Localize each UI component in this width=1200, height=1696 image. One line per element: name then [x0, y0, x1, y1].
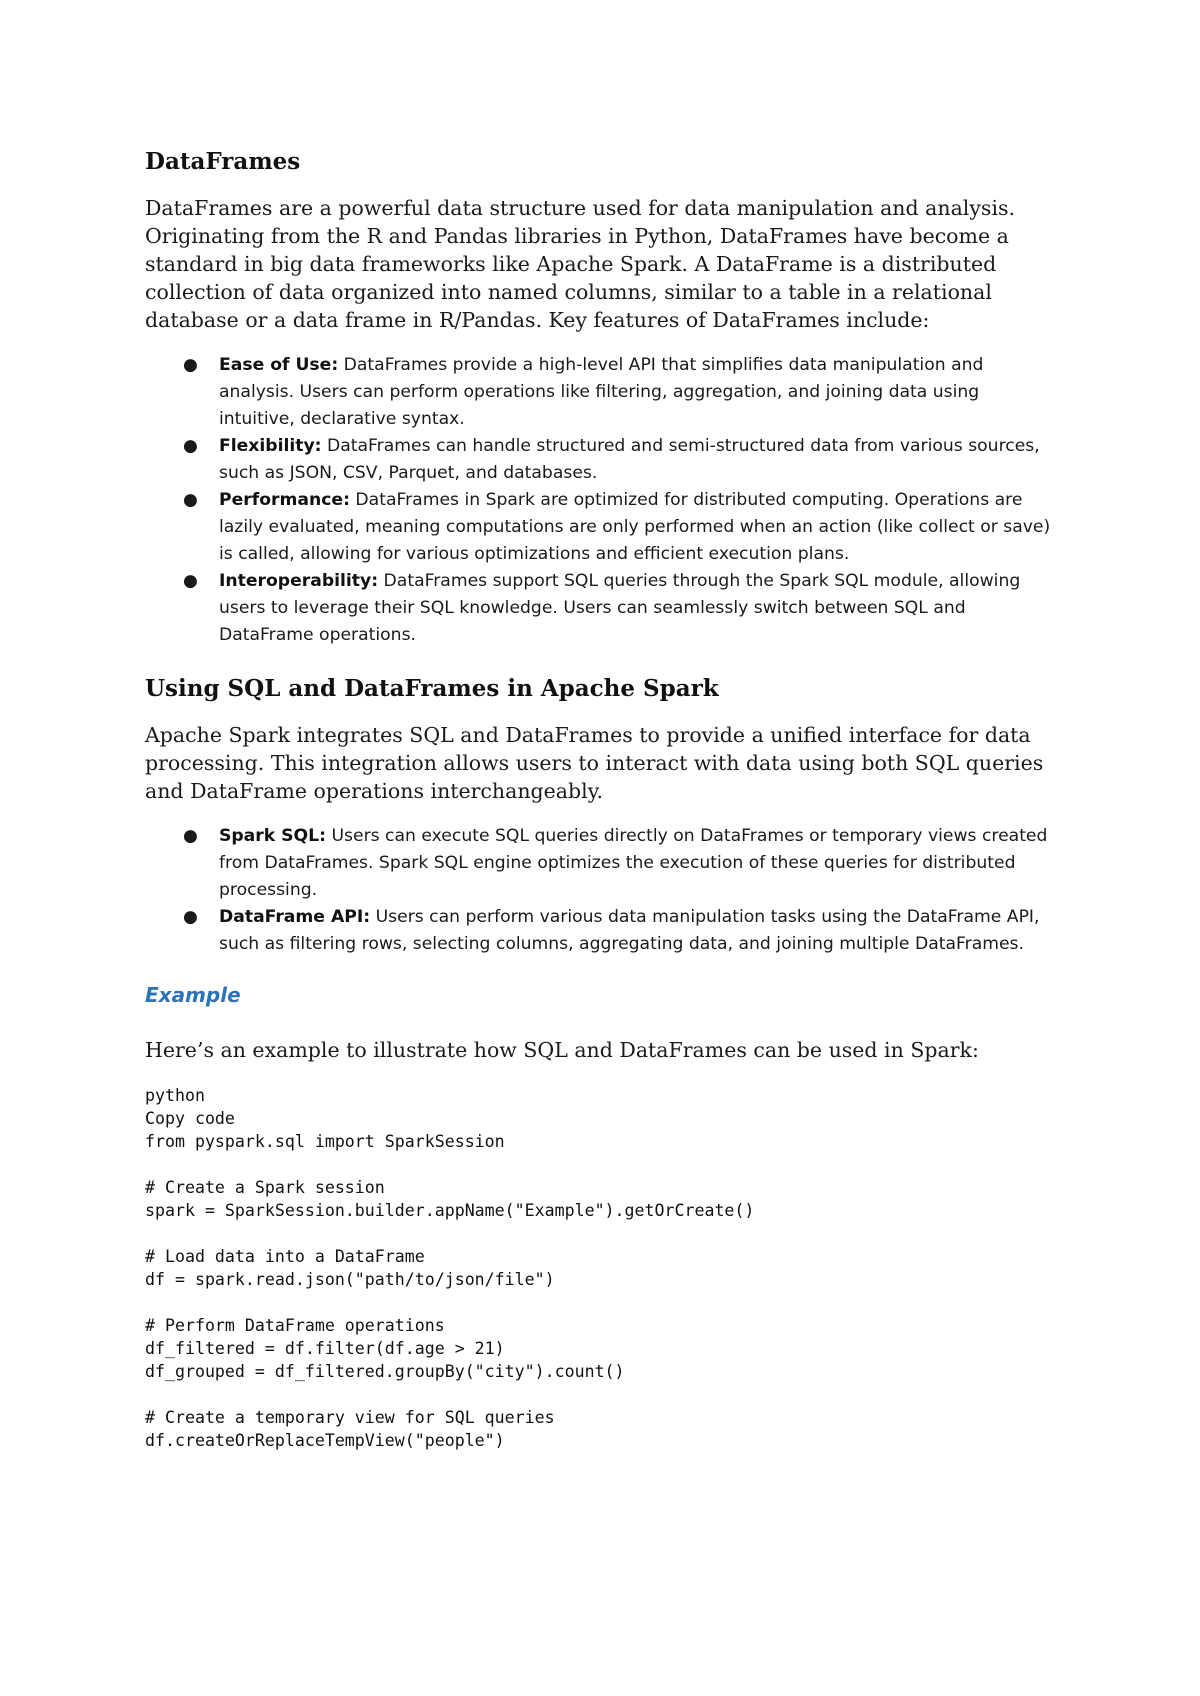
bullet-text: DataFrames in Spark are optimized for distributed computing. Operations are lazily evaluated, meaning computations are only performed when an action (like collect or save) is called, allowing for various optimizations and efficient execution plans. [219, 490, 1051, 564]
sql-dataframes-intro-paragraph: Apache Spark integrates SQL and DataFrames to provide a unified interface for data processing. This integration allows users to interact with data using both SQL queries and DataFrame operations interchangeably. [145, 723, 1044, 803]
dataframes-features-list [145, 352, 1055, 649]
bullet-term: Interoperability: [219, 571, 379, 591]
section-heading-sql-dataframes: Using SQL and DataFrames in Apache Spark [145, 675, 719, 702]
bullet-term: Flexibility: [219, 436, 322, 456]
dataframes-intro-paragraph: DataFrames are a powerful data structure used for data manipulation and analysis. Originating from the R and Pandas libraries in Python, DataFrames have become a standard in big data frameworks like Apache Spark. A DataFrame is a distributed collection of data organized into named columns, similar to a table in a relational database or a data frame in R/Pandas. Key features of DataFrames include: [145, 196, 1016, 332]
bullet-icon: ● [183, 355, 198, 375]
bullet-term: Spark SQL: [219, 826, 326, 846]
bullet-icon: ● [183, 436, 198, 456]
example-intro-paragraph: Here’s an example to illustrate how SQL and DataFrames can be used in Spark: [145, 1038, 979, 1062]
bullet-term: Ease of Use: [219, 355, 339, 375]
bullet-term: Performance: [219, 490, 350, 510]
document-content [145, 140, 1055, 1452]
list-item-performance [145, 487, 1055, 568]
list-item-interoperability [145, 568, 1055, 649]
section-heading-dataframes: DataFrames [145, 148, 301, 175]
sql-dataframes-list [145, 823, 1055, 958]
bullet-icon: ● [183, 490, 198, 510]
bullet-icon: ● [183, 907, 198, 927]
bullet-text: DataFrames provide a high-level API that simplifies data manipulation and analysis. Users can perform operations like filtering, aggregation, and joining data using intuitive, declarative syntax. [219, 355, 984, 429]
list-item-dataframe-api [145, 904, 1055, 958]
code-block: python Copy code from pyspark.sql import SparkSession # Create a Spark session spark = SparkSession.builder.appName("Example").getOrCreate() # Load data into a DataFrame df = spark.read.json("path/to/json/file") # Perform DataFrame operations df_filtered = df.filter(df.age > 21) df_grouped = df_filtered.groupBy("city").count() # Create a temporary view for SQL queries df.createOrReplaceTempView("people") [145, 1086, 755, 1450]
list-item-ease-of-use [145, 352, 1055, 433]
bullet-text: DataFrames support SQL queries through the Spark SQL module, allowing users to leverage their SQL knowledge. Users can seamlessly switch between SQL and DataFrame operations. [219, 571, 1021, 645]
list-item-flexibility [145, 433, 1055, 487]
list-item-spark-sql [145, 823, 1055, 904]
bullet-icon: ● [183, 826, 198, 846]
bullet-text: Users can perform various data manipulation tasks using the DataFrame API, such as filtering rows, selecting columns, aggregating data, and joining multiple DataFrames. [219, 907, 1040, 954]
bullet-term: DataFrame API: [219, 907, 371, 927]
bullet-text: Users can execute SQL queries directly on DataFrames or temporary views created from DataFrames. Spark SQL engine optimizes the execution of these queries for distributed processing. [219, 826, 1048, 900]
bullet-text: DataFrames can handle structured and semi-structured data from various sources, such as JSON, CSV, Parquet, and databases. [219, 436, 1040, 483]
example-heading: Example [145, 983, 241, 1007]
bullet-icon: ● [183, 571, 198, 591]
